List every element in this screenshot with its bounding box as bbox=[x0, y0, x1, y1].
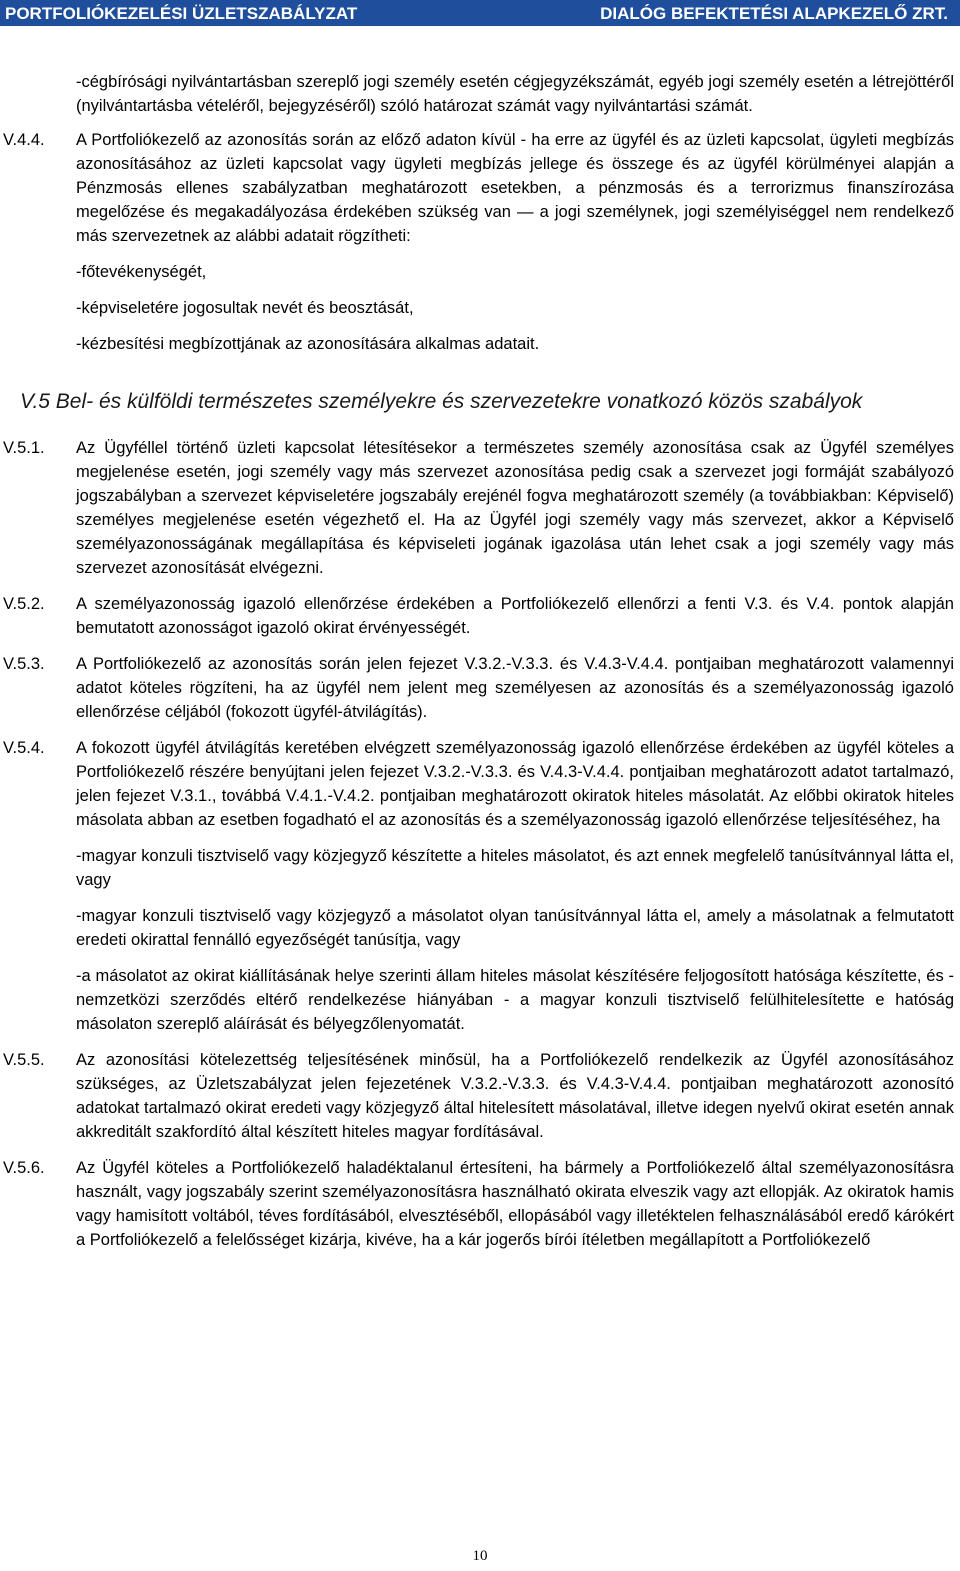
section-v55 bbox=[0, 1048, 960, 1144]
section-text: Az Ügyfél köteles a Portfoliókezelő haladéktalanul értesíteni, ha bármely a Portfoliókezelő által személyazonosításra használt, vagy jogszabály szerint személyazonosításra használható okirata elveszik vagy azt ellopják. Az okiratok hamis vagy hamisított voltából, téves fordításából, elvesztéséből, ellopásából vagy illetéktelen felhasználásából eredő kárókért a Portfoliókezelő a felelősséget kizárja, kivéve, ha a kár jogerős bírói ítéletben megállapított a Portfoliókezelő bbox=[76, 1159, 954, 1249]
list-item: -magyar konzuli tisztviselő vagy közjegyző a másolatot olyan tanúsítvánnyal látta el, amely a másolatnak a felmutatott eredeti okirattal fennálló egyezőségét tanúsítja, vagy bbox=[76, 907, 954, 949]
section-number: V.4.4. bbox=[3, 131, 45, 149]
page-number: 10 bbox=[472, 1548, 488, 1564]
document-body bbox=[0, 70, 960, 1252]
header-company: DIALÓG BEFEKTETÉSI ALAPKEZELŐ ZRT. bbox=[600, 4, 948, 23]
section-v53 bbox=[0, 652, 960, 724]
section-heading: V.5 Bel- és külföldi természetes személyekre és szervezetekre vonatkozó közös szabályok bbox=[20, 390, 863, 413]
list-item: -magyar konzuli tisztviselő vagy közjegyző készítette a hiteles másolatot, és azt ennek megfelelő tanúsítvánnyal látta el, vagy bbox=[76, 847, 954, 889]
section-number: V.5.1. bbox=[3, 439, 45, 457]
section-v44 bbox=[0, 128, 960, 356]
section-text: A személyazonosság igazoló ellenőrzése érdekében a Portfoliókezelő ellenőrzi a fenti V.3. és V.4. pontok alapján bemutatott azonosságot igazoló okirat érvényességét. bbox=[76, 595, 954, 637]
section-text: Az azonosítási kötelezettség teljesítésének minősül, ha a Portfoliókezelő rendelkezik az Ügyfél azonosításához szükséges, az Üzletszabályzat jelen fejezetének V.3.2.-V.3.3. és V.4.3-V.4.4. pontjaiban meghatározott azonosító adatokat tartalmazó okirat eredeti vagy közjegyző által hitelesített másolatával, illetve idegen nyelvű okirat esetén annak akkreditált szakfordító által készített hiteles magyar fordításával. bbox=[76, 1051, 954, 1141]
document-header bbox=[0, 0, 960, 26]
section-number: V.5.6. bbox=[3, 1159, 45, 1177]
header-title: PORTFOLIÓKEZELÉSI ÜZLETSZABÁLYZAT bbox=[5, 4, 358, 23]
list-item: -képviseletére jogosultak nevét és beosztását, bbox=[76, 299, 414, 317]
list-item: -a másolatot az okirat kiállításának helye szerinti állam hiteles másolat készítésére feljogosított hatósága készítette, és - nemzetközi szerződés eltérő rendelkezése hiányában - a magyar konzuli tisztviselő felülhitelesítette e hatóság másolaton szereplő aláírását és bélyegzőlenyomatát. bbox=[76, 967, 954, 1033]
intro-text: -cégbírósági nyilvántartásban szereplő jogi személy esetén cégjegyzékszámát, egyéb jogi személy esetén a létrejöttéről (nyilvántartásba vételéről, bejegyzéséről) szóló határozat számát vagy nyilvántartási számát. bbox=[76, 73, 954, 115]
section-number: V.5.3. bbox=[3, 655, 45, 673]
section-text: Az Ügyféllel történő üzleti kapcsolat létesítésekor a természetes személy azonosítása csak az Ügyfél személyes megjelenése esetén, jogi személy vagy más szervezet azonosítása pedig csak a szervezet jogi formáját szabályozó jogszabályban a szervezet képviseletére jogszabály erejénél fogva meghatározott személy (a továbbiakban: Képviselő) személyes megjelenése esetén végezhető el. Ha az Ügyfél jogi személy vagy más szervezet, akkor a Képviselő személyazonosságának megállapítása és képviseleti jogának igazolása után lehet csak a jogi személy vagy más szervezet azonosítását elvégezni. bbox=[76, 439, 954, 577]
section-v52 bbox=[0, 592, 960, 640]
section-text: A fokozott ügyfél átvilágítás keretében elvégzett személyazonosság igazoló ellenőrzése érdekében az ügyfél köteles a Portfoliókezelő részére benyújtani jelen fejezet V.3.2.-V.3.3. és V.4.3-V.4.4. pontjaiban meghatározott adatot tartalmazó, jelen fejezet V.3.1., továbbá V.4.1.-V.4.2. pontjaiban meghatározott okiratok hiteles másolatát. Az előbbi okiratok hiteles másolata abban az esetben fogadható el az azonosítás és a személyazonosság igazoló ellenőrzése teljesítéséhez, ha bbox=[76, 739, 954, 829]
list-item: -kézbesítési megbízottjának az azonosítására alkalmas adatait. bbox=[76, 335, 540, 353]
section-v56 bbox=[0, 1156, 960, 1252]
section-text: A Portfoliókezelő az azonosítás során az előző adaton kívül - ha erre az ügyfél és az üzleti kapcsolat, ügyleti megbízás azonosításához az üzleti kapcsolat vagy ügyleti megbízás jellege és összege és az ügyfél körülményei alapján a Pénzmosás ellenes szabályzatban meghatározott esetekben, a pénzmosás és a terrorizmus finanszírozása megelőzése és megakadályozása érdekében szükség van — a jogi személynek, jogi személyiséggel nem rendelkező más szervezetnek az alábbi adatait rögzítheti: bbox=[76, 131, 954, 245]
list-item: -főtevékenységét, bbox=[76, 263, 207, 281]
section-number: V.5.5. bbox=[3, 1051, 45, 1069]
section-number: V.5.2. bbox=[3, 595, 45, 613]
intro-paragraph bbox=[0, 70, 960, 118]
section-v51 bbox=[0, 436, 960, 580]
section-number: V.5.4. bbox=[3, 739, 45, 757]
section-text: A Portfoliókezelő az azonosítás során jelen fejezet V.3.2.-V.3.3. és V.4.3-V.4.4. pontjaiban meghatározott valamennyi adatot köteles rögzíteni, ha az ügyfél nem jelent meg személyesen az azonosítás és a személyazonosság igazoló ellenőrzése céljából (fokozott ügyfél-átvilágítás). bbox=[76, 655, 954, 721]
section-v54 bbox=[0, 736, 960, 1036]
